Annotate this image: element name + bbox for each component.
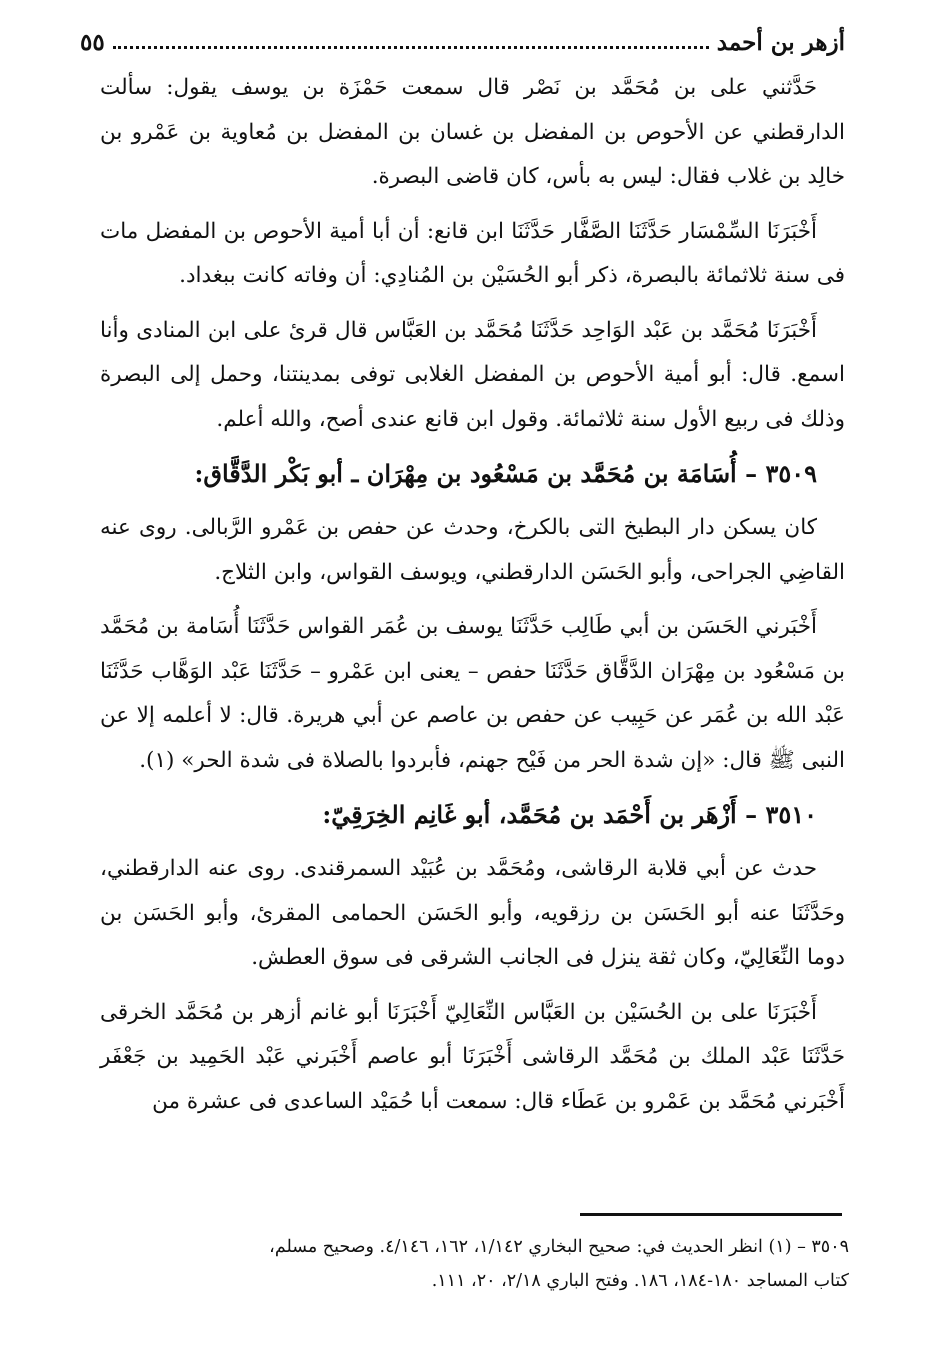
- entry-heading-3509: ٣٥٠٩ – أُسَامَة بن مُحَمَّد بن مَسْعُود بن مِهْرَان ـ أبو بَكْر الدَّقَّاق:: [194, 459, 817, 488]
- footnote-line-1: ٣٥٠٩ – (١) انظر الحديث في: صحيح البخاري ١/١٤٢، ١٦٢، ٤/١٤٦. وصحيح مسلم،: [269, 1237, 849, 1257]
- paragraph-5: أَخْبَرني الحَسَن بن أبي طَالِب حَدَّثَنَا يوسف بن عُمَر القواس حَدَّثَنَا أُسَامة بن مُحَمَّد بن مَسْعُود بن مِهْرَان الدَّقَّاق حَدَّثَنَا حفص – يعنى ابن عَمْرو – حَدَّثَنَا عَبْد الوَهَّاب حَدَّثَنَا عَبْد الله بن عُمَر عن حَبِيب عن حفص بن عاصم عن أبي هريرة. قال: لا أعلمه إلا عن النبى ﷺ قال: «إن شدة الحر من فَيْح جهنم، فأبردوا بالصلاة فى شدة الحر» (١).: [100, 614, 845, 773]
- footnote-separator: [580, 1213, 842, 1216]
- paragraph-6: حدث عن أبي قلابة الرقاشى، ومُحَمَّد بن عُبَيْد السمرقندى. روى عنه الدارقطني، وحَدَّثَنَا عنه أبو الحَسَن بن رزقويه، وأبو الحَسَن الحمامى المقرئ، وأبو الحَسَن بن دوما النِّعَالِيّ، وكان ثقة ينزل فى الجانب الشرقى فى سوق العطش.: [100, 856, 845, 970]
- footnote-line-2: كتاب المساجد ١٨٠-١٨٤، ١٨٦. وفتح الباري ٢/١٨، ٢٠، ١١١.: [431, 1271, 849, 1291]
- paragraph-1: حَدَّثني على بن مُحَمَّد بن نَصْر قال سمعت حَمْزَة بن يوسف يقول: سألت الدارقطني عن الأحوص بن المفضل بن غسان بن المفضل بن مُعاوية بن عَمْرو بن خالِد بن غلاب فقال: ليس به بأس، كان قاضى البصرة.: [100, 75, 845, 189]
- header-dotted-leader: [113, 36, 709, 49]
- paragraph-4: كان يسكن دار البطيخ التى بالكرخ، وحدث عن حفص بن عَمْرو الرَّبالى. روى عنه القاضِي الجراحى، وأبو الحَسَن الدارقطني، ويوسف القواس، وابن الثلاج.: [100, 515, 845, 585]
- paragraph-7: أَخْبَرَنَا على بن الحُسَيْن بن العَبَّاس النِّعَالِيّ أَخْبَرَنَا أبو غانم أزهر بن مُحَمَّد الخرقى حَدَّثَنَا عَبْد الملك بن مُحَمَّد الرقاشى أَخْبَرَنَا أبو عاصم أَخْبَرني عَبْد الحَمِيد بن جَعْفَر أَخْبَرني مُحَمَّد بن عَمْرو بن عَطَاء قال: سمعت أبا حُمَيْد الساعدى فى عشرة من: [100, 999, 845, 1114]
- running-title: أزهر بن أحمد: [716, 28, 845, 56]
- footnote: [100, 1230, 849, 1298]
- entry-heading-3510: ٣٥١٠ – أَزْهَر بن أَحْمَد بن مُحَمَّد، أبو غَانِم الخِرَقِيّ:: [322, 800, 817, 829]
- paragraph-2: أَخْبَرَنَا السِّمْسَار حَدَّثَنَا الصَّفَّار حَدَّثَنَا ابن قانع: أن أبا أمية الأحوص بن المفضل مات فى سنة ثلاثمائة بالبصرة، ذكر أبو الحُسَيْن بن المُنادِي: أن وفاته كانت ببغداد.: [100, 218, 845, 288]
- page-number: ٥٥: [80, 28, 105, 56]
- paragraph-3: أَخْبَرَنَا مُحَمَّد بن عَبْد الوَاحِد حَدَّثَنَا مُحَمَّد بن العَبَّاس قال قرئ على ابن المنادى وأنا اسمع. قال: أبو أمية الأحوص بن المفضل الغلابى توفى بمدينتنا، وحمل إلى البصرة وذلك فى ربيع الأول سنة ثلاثمائة. وقول ابن قانع عندى أصح، والله أعلم.: [100, 317, 845, 432]
- page-header: [80, 24, 845, 60]
- page-body: [100, 66, 845, 1134]
